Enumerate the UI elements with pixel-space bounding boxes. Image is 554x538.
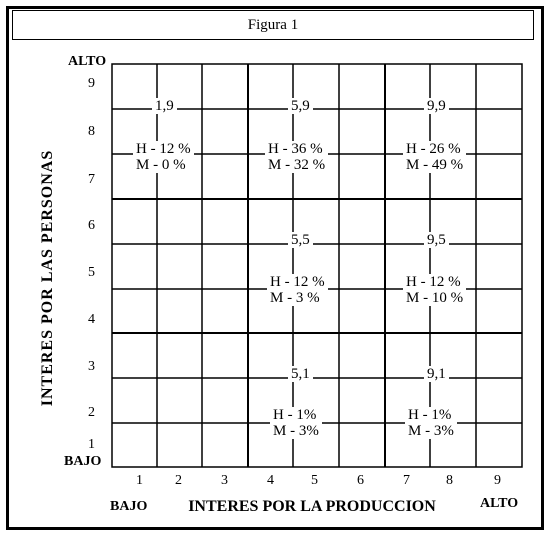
men-percent: H - 1% [273, 407, 317, 423]
position-label-1-9: 1,9 [152, 98, 177, 114]
y-tick-1: 1 [88, 437, 95, 452]
x-tick-8: 8 [446, 473, 453, 488]
x-tick-7: 7 [403, 473, 410, 488]
x-axis-title: INTERES POR LA PRODUCCION [188, 498, 436, 515]
position-label-9-1: 9,1 [424, 366, 449, 382]
women-percent: M - 3% [273, 423, 319, 439]
x-tick-4: 4 [267, 473, 274, 488]
y-tick-9: 9 [88, 76, 95, 91]
men-percent: H - 12 % [406, 274, 461, 290]
x-axis-high-label: ALTO [480, 496, 519, 511]
position-label-5-1: 5,1 [288, 366, 313, 382]
women-percent: M - 3% [408, 423, 454, 439]
cell-percent-5-1 [270, 407, 322, 439]
x-axis-low-label: BAJO [110, 499, 148, 514]
cell-percent-9-1 [405, 407, 457, 439]
cell-percent-9-9 [403, 141, 466, 173]
position-label-5-9: 5,9 [288, 98, 313, 114]
y-tick-8: 8 [88, 124, 95, 139]
x-tick-5: 5 [311, 473, 318, 488]
position-label-9-5: 9,5 [424, 232, 449, 248]
cell-percent-5-5 [267, 274, 328, 306]
men-percent: H - 12 % [136, 141, 191, 157]
figure-title: Figura 1 [12, 10, 534, 40]
women-percent: M - 0 % [136, 157, 186, 173]
y-tick-3: 3 [88, 359, 95, 374]
women-percent: M - 32 % [268, 157, 326, 173]
y-tick-2: 2 [88, 405, 95, 420]
cell-percent-9-5 [403, 274, 466, 306]
x-tick-3: 3 [221, 473, 228, 488]
cell-percent-5-9 [265, 141, 328, 173]
women-percent: M - 3 % [270, 290, 320, 306]
x-tick-6: 6 [357, 473, 364, 488]
men-percent: H - 36 % [268, 141, 323, 157]
position-label-5-5: 5,5 [288, 232, 313, 248]
y-tick-6: 6 [88, 218, 95, 233]
position-label-9-9: 9,9 [424, 98, 449, 114]
x-tick-9: 9 [494, 473, 501, 488]
x-tick-1: 1 [136, 473, 143, 488]
y-axis-low-label: BAJO [64, 454, 102, 469]
cell-percent-1-9 [133, 141, 194, 173]
y-axis-high-label: ALTO [68, 54, 107, 69]
y-tick-4: 4 [88, 312, 95, 327]
men-percent: H - 26 % [406, 141, 461, 157]
women-percent: M - 10 % [406, 290, 464, 306]
y-tick-7: 7 [88, 172, 95, 187]
women-percent: M - 49 % [406, 157, 464, 173]
y-axis-title: INTERES POR LAS PERSONAS [39, 149, 56, 407]
x-tick-2: 2 [175, 473, 182, 488]
y-tick-5: 5 [88, 265, 95, 280]
men-percent: H - 1% [408, 407, 452, 423]
men-percent: H - 12 % [270, 274, 325, 290]
